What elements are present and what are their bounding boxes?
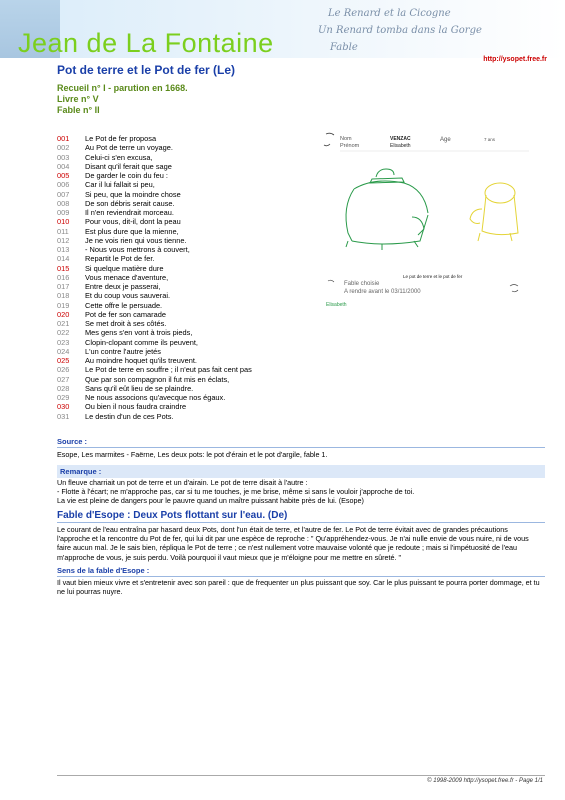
verse-text: Cette offre le persuade. — [85, 300, 163, 310]
verse-line — [57, 199, 252, 208]
verse-number: 021 — [57, 319, 70, 328]
verse-number: 010 — [57, 217, 70, 227]
fable-number: Fable n° II — [57, 105, 100, 115]
verse-number: 028 — [57, 383, 70, 393]
verse-text: - Nous vous mettrons à couvert, — [85, 245, 190, 254]
verse-number: 025 — [57, 356, 70, 365]
verse-line — [57, 328, 252, 337]
drawing-due-date: A rendre avant le 03/11/2000 — [344, 289, 421, 295]
verse-text: Ou bien il nous faudra craindre — [85, 402, 187, 412]
verse-line — [57, 245, 252, 254]
verse-number: 002 — [57, 143, 70, 153]
drawing-caption: Le pot de terre et le pot de fer — [403, 274, 463, 279]
verse-number: 006 — [57, 180, 70, 190]
manuscript-line: Un Renard tomba dans la Gorge — [318, 25, 482, 36]
verse-text: Clopin-clopant comme ils peuvent, — [85, 337, 198, 347]
verse-text: Au Pot de terre un voyage. — [85, 143, 173, 153]
verse-line — [57, 264, 252, 273]
verse-text: Si peu, que la moindre chose — [85, 189, 181, 199]
verse-line — [57, 190, 252, 199]
esope-heading: Fable d'Esope : Deux Pots flottant sur l'eau. (De) — [57, 510, 545, 523]
verse-text: Pour vous, dit-il, dont la peau — [85, 217, 181, 227]
verse-number: 016 — [57, 272, 70, 282]
site-url-link[interactable]: http://ysopet.free.fr — [483, 56, 547, 63]
verse-line — [57, 412, 252, 421]
verse-text: Je ne vois rien qui vous tienne. — [85, 235, 187, 245]
verse-number: 031 — [57, 411, 70, 421]
verse-line — [57, 402, 252, 411]
sens-heading: Sens de la fable d'Esope : — [57, 566, 545, 577]
verse-text: Mes gens s'en vont à trois pieds, — [85, 328, 193, 338]
verse-line — [57, 365, 252, 374]
verse-number: 011 — [57, 226, 69, 236]
verse-line — [57, 171, 252, 180]
verse-line — [57, 301, 252, 310]
verse-text: Pot de fer son camarade — [85, 309, 166, 319]
esope-text: Le courant de l'eau entraîna par hasard deux Pots, dont l'un était de terre, et l'autre de fer. Le Pot de terre évitait avec de grandes précautions l'approche et la rencontre du Pot de fer, qui lui dit par une espèce de reproche : " Qu'appréhendez-vous. Je n'ai nulle envie de vous nuire, ni de vous faire aucun mal. Je le sais bien, répliqua le Pot de terre ; ce n'est nullement votre mauvaise volonté que je redoute ; mais si l'impétuosité de l'eau m'approche de vous, je suis perdu. Voilà pourquoi il vaut mieux que je m'éloigne pour me mettre en sûreté. " — [57, 525, 529, 562]
verse-line — [57, 384, 252, 393]
verse-text: Entre deux je passerai, — [85, 282, 161, 291]
drawing-fable-choisie: Fable choisie — [344, 281, 380, 287]
footer-divider — [57, 775, 545, 776]
drawing-nom-label: Nom — [340, 136, 352, 142]
verse-number: 005 — [57, 171, 70, 180]
verse-line — [57, 310, 252, 319]
verse-line — [57, 227, 252, 236]
verse-line — [57, 356, 252, 365]
verse-text: Et du coup vous sauverai. — [85, 291, 171, 301]
verse-number: 018 — [57, 291, 70, 301]
verse-number: 024 — [57, 346, 70, 356]
verse-text: Vous menace d'aventure, — [85, 272, 169, 282]
verse-line — [57, 282, 252, 291]
verse-line — [57, 217, 252, 226]
verse-number: 012 — [57, 235, 70, 245]
verse-line — [57, 393, 252, 402]
drawing-age-value: 7 ans — [484, 137, 496, 142]
verse-text: Ne nous associons qu'avecque nos égaux. — [85, 393, 226, 402]
verse-number: 027 — [57, 374, 70, 384]
verse-number: 004 — [57, 161, 70, 171]
fable-meta — [57, 83, 188, 116]
verse-number: 007 — [57, 189, 70, 199]
drawing-prenom-label: Prénom — [340, 143, 360, 149]
drawing-prenom-value: Elisabeth — [390, 143, 411, 149]
verse-text: Au moindre hoquet qu'ils treuvent. — [85, 356, 197, 365]
verse-line — [57, 153, 252, 162]
verse-text: Le destin d'un de ces Pots. — [85, 411, 174, 421]
verse-number: 015 — [57, 263, 70, 273]
verse-line — [57, 254, 252, 263]
verse-line — [57, 162, 252, 171]
footer-copyright: © 1998-2009 http://ysopet.free.fr - Page 1/1 — [427, 778, 543, 784]
source-text: Esope, Les marmites - Faërne, Les deux pots: le pot d'érain et le pot d'argile, fable 1. — [57, 450, 328, 459]
verse-number: 030 — [57, 402, 70, 412]
verse-text: Que par son compagnon il fut mis en éclats, — [85, 374, 230, 384]
verse-line — [57, 291, 252, 300]
recueil-info: Recueil n° I - parution en 1668. — [57, 83, 188, 93]
manuscript-line: Le Renard et la Cicogne — [328, 8, 451, 19]
verse-number: 026 — [57, 365, 70, 375]
verse-number: 003 — [57, 152, 70, 162]
source-heading: Source : — [57, 437, 545, 448]
remarque-text: Un fleuve charriait un pot de terre et un d'airain. Le pot de terre disait à l'autre : - Flotte à l'écart; ne m'approche pas, car si tu me touches, je me brise, même si sans le vouloir j'approche de toi. La vie est pleine de dangers pour le pauvre quand un maître puissant habite près de lui. (Esope) — [57, 478, 415, 506]
verse-line — [57, 143, 252, 152]
verse-number: 013 — [57, 245, 70, 254]
verse-number: 009 — [57, 208, 70, 217]
verse-text: L'un contre l'autre jetés — [85, 346, 161, 356]
verse-number: 008 — [57, 198, 70, 208]
sens-text: Il vaut bien mieux vivre et s'entretenir avec son pareil : que de frequenter un plus puissant que soy. Car le plus puissant te pourra porter dommage, et tu ne lui pourras nuyre. — [57, 578, 540, 597]
verse-text: Est plus dure que la mienne, — [85, 226, 179, 236]
verse-text: De son débris serait cause. — [85, 198, 175, 208]
verse-number: 017 — [57, 282, 70, 291]
verse-line — [57, 347, 252, 356]
verse-text: Celui-ci s'en excusa, — [85, 152, 153, 162]
verse-number: 014 — [57, 254, 70, 264]
verse-text: Se met droit à ses côtés. — [85, 319, 167, 328]
verse-text: Disant qu'il ferait que sage — [85, 161, 172, 171]
child-drawing — [314, 129, 542, 312]
verse-line — [57, 338, 252, 347]
site-title[interactable]: Jean de La Fontaine — [18, 28, 274, 58]
verse-line — [57, 236, 252, 245]
manuscript-line: Fable — [330, 42, 358, 53]
verse-line — [57, 208, 252, 217]
drawing-nom-value: VENZAC — [390, 136, 411, 142]
verse-number: 029 — [57, 393, 70, 402]
verse-number: 020 — [57, 309, 70, 319]
verse-number: 001 — [57, 134, 70, 143]
verse-text: Car il lui fallait si peu, — [85, 180, 155, 190]
verse-text: Sans qu'il eût lieu de se plaindre. — [85, 383, 194, 393]
verse-text: Le Pot de fer proposa — [85, 134, 157, 143]
verse-line — [57, 273, 252, 282]
fable-title: Pot de terre et le Pot de fer (Le) — [57, 63, 236, 77]
verse-line — [57, 375, 252, 384]
verse-text: Le Pot de terre en souffre ; il n'eut pas fait cent pas — [85, 365, 252, 375]
verse-list — [57, 134, 252, 421]
drawing-age-label: Age — [440, 137, 451, 143]
verse-number: 019 — [57, 300, 70, 310]
verse-text: Il n'en reviendrait morceau. — [85, 208, 174, 217]
verse-text: De garder le coin du feu : — [85, 171, 168, 180]
verse-number: 023 — [57, 337, 70, 347]
verse-line — [57, 134, 252, 143]
drawing-signature: Elisabeth — [326, 302, 347, 308]
verse-line — [57, 180, 252, 189]
verse-text: Si quelque matière dure — [85, 263, 164, 273]
remarque-heading: Remarque : — [57, 465, 545, 478]
verse-number: 022 — [57, 328, 70, 338]
livre-info: Livre n° V — [57, 94, 99, 104]
verse-line — [57, 319, 252, 328]
verse-text: Repartit le Pot de fer. — [85, 254, 155, 264]
